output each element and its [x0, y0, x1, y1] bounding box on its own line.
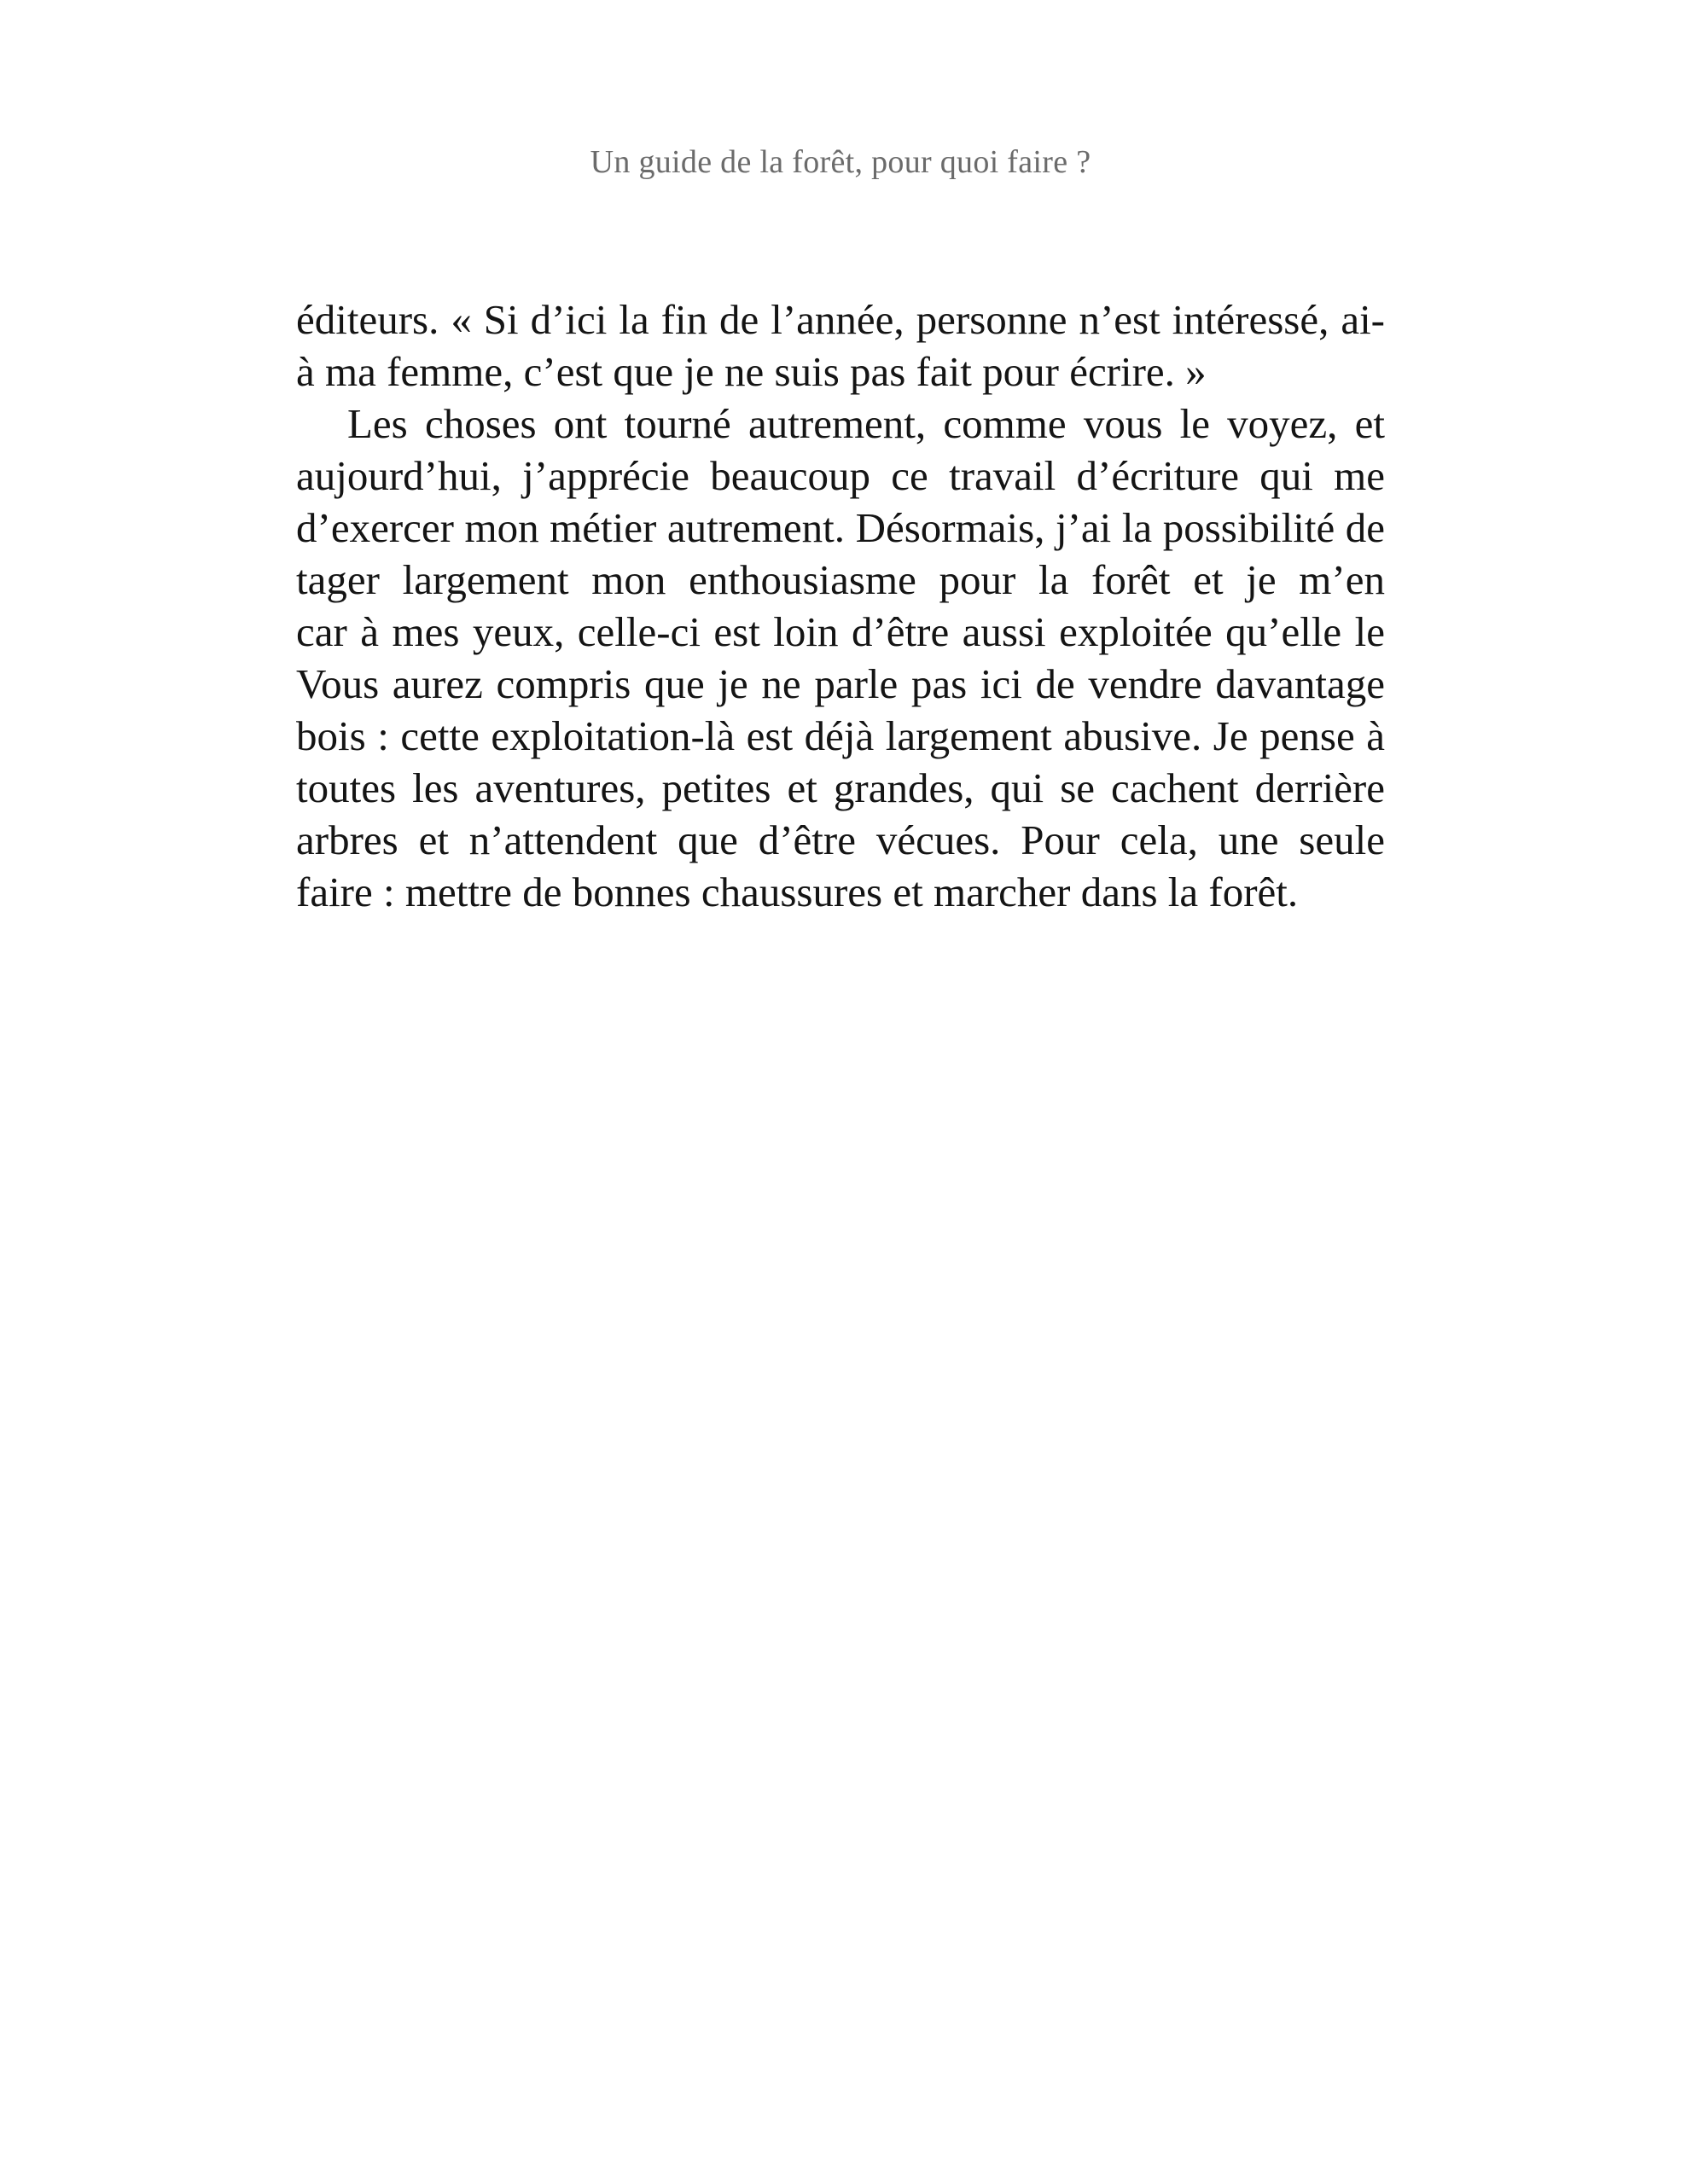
text-line: faire : mettre de bonnes chaussures et marcher dans la forêt. — [296, 868, 1299, 915]
text-line: car à mes yeux, celle-ci est loin d’être aussi exploitée qu’elle le — [296, 608, 1385, 655]
text-line: toutes les aventures, petites et grandes, qui se cachent derrière — [296, 764, 1385, 811]
body-text — [296, 293, 1385, 918]
text-line: arbres et n’attendent que d’être vécues. Pour cela, une seule — [296, 816, 1385, 863]
text-line: bois : cette exploitation-là est déjà largement abusive. Je pense à — [296, 712, 1385, 759]
text-line: éditeurs. « Si d’ici la fin de l’année, personne n’est intéressé, ai- — [296, 296, 1385, 343]
text-line: à ma femme, c’est que je ne suis pas fait pour écrire. » — [296, 348, 1207, 395]
text-line: aujourd’hui, j’apprécie beaucoup ce travail d’écriture qui me — [296, 452, 1385, 499]
text-line: d’exercer mon métier autrement. Désormais, j’ai la possibilité de — [296, 504, 1385, 551]
paragraph — [296, 293, 1385, 398]
paragraph — [296, 398, 1385, 918]
text-line: Vous aurez compris que je ne parle pas ici de vendre davantage — [296, 660, 1385, 707]
text-line: Les choses ont tourné autrement, comme vous le voyez, et — [347, 400, 1385, 447]
running-head: Un guide de la forêt, pour quoi faire ? — [590, 144, 1091, 180]
text-line: tager largement mon enthousiasme pour la forêt et je m’en — [296, 556, 1385, 603]
